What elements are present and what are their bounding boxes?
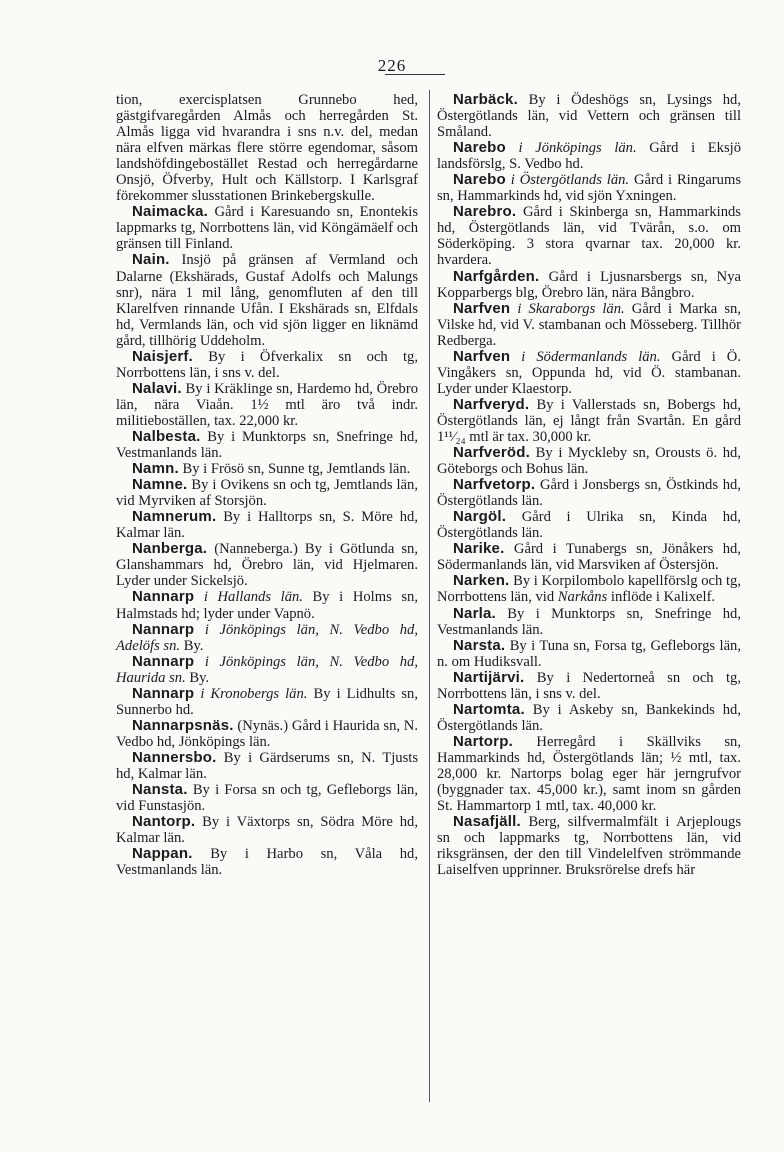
entry-headword: Nappan. — [132, 845, 193, 863]
page-number-rule — [385, 74, 445, 75]
entry-text: By i Myckleby sn, Orousts ö. hd, Göteborgs och Bohus län. — [437, 445, 741, 478]
entry-headword: Nannarpsnäs. — [132, 716, 234, 734]
entry-text: Gård i Eksjö landsförslg, S. Vedbo hd. — [437, 140, 741, 173]
entry-headword: Narfveröd. — [453, 444, 531, 462]
entry-location: i Kronobergs län. — [200, 685, 308, 702]
dictionary-entry — [116, 782, 418, 814]
dictionary-entry — [116, 718, 418, 750]
dictionary-entry — [437, 269, 741, 301]
entry-text: By i Askeby sn, Bankekinds hd, Östergötlands län. — [437, 701, 741, 734]
dictionary-entry — [437, 92, 741, 140]
entry-text: By i Munktorps sn, Snefringe hd, Vestmanlands län. — [116, 428, 418, 462]
dictionary-entry — [437, 670, 741, 702]
entry-text: By i Holms sn, Halmstads hd; lyder under Vapnö. — [116, 589, 418, 622]
entry-text: By i Öfverkalix sn och tg, Norrbottens län, i sns v. del. — [116, 348, 418, 381]
dictionary-entry — [116, 461, 418, 477]
dictionary-entry — [116, 750, 418, 782]
entry-headword: Narfven — [453, 347, 511, 365]
entry-headword: Naisjerf. — [132, 347, 193, 365]
dictionary-entry — [116, 541, 418, 589]
page-number: 226 — [377, 56, 407, 75]
entry-headword: Nannarp — [132, 588, 195, 606]
dictionary-entry — [116, 814, 418, 846]
entry-location: i Hallands län. — [203, 589, 303, 606]
entry-headword: Nalbesta. — [132, 427, 201, 445]
dictionary-entry — [437, 638, 741, 670]
entry-text: Gård i Karesuando sn, Enontekis lappmarks tg, Norrbottens län, vid Köngämäelf och gränsen till Finland. — [116, 204, 419, 253]
dictionary-entry — [437, 541, 741, 573]
entry-text: Gård i Ljusnarsbergs sn, Nya Kopparbergs blg, Örebro län, nära Bångbro. — [437, 268, 741, 301]
entry-headword: Narike. — [453, 540, 505, 558]
entry-text: By i Nedertorneå sn och tg, Norrbottens län, i sns v. del. — [437, 669, 741, 702]
entry-text: By i Forsa sn och tg, Gefleborgs län, vid Funstasjön. — [116, 782, 419, 815]
dictionary-entry — [437, 702, 741, 734]
entry-text-tail: inflöde i Kalixelf. — [610, 589, 716, 606]
entry-text: By i Ovikens sn och tg, Jemtlands län, vid Myrviken af Storsjön. — [116, 477, 418, 510]
entry-headword: Narfveryd. — [453, 395, 530, 413]
dictionary-entry — [437, 140, 741, 172]
entry-text: (Nynäs.) Gård i Haurida sn, N. Vedbo hd, Jönköpings län. — [116, 717, 418, 750]
entry-text: Gård i Skinberga sn, Hammarkinds hd, Östergötlands län, vid Tvärån, s.o. om Söderköping. 3 stora qvarnar tax. 20,000 kr. hvardera. — [437, 204, 741, 269]
entry-text: By i Gärdserums sn, N. Tjusts hd, Kalmar län. — [116, 749, 418, 782]
entry-text: Gård i Marka sn, Vilske hd, vid V. stambanan och Mösseberg. Tillhör Redberga. — [437, 300, 742, 349]
dictionary-entry — [116, 429, 418, 461]
entry-text: By i Växtorps sn, Södra Möre hd, Kalmar län. — [116, 814, 418, 847]
entry-headword: Narfven — [453, 299, 511, 317]
dictionary-entry — [116, 349, 418, 381]
entry-text: By i Frösö sn, Sunne tg, Jemtlands län. — [182, 461, 411, 478]
entry-text: Berg, silfvermalmfält i Arjeplougs sn och lappmarks tg, Norrbottens län, vid riksgränsen, der den till Vindelelfven strömmande Laiselfven upprinner. Bruksrörelse drefs här — [437, 814, 741, 879]
entry-headword: Nargöl. — [453, 508, 507, 526]
entry-headword: Nain. — [132, 251, 170, 269]
entry-headword: Nannarp — [132, 652, 195, 670]
dictionary-entry — [437, 445, 741, 477]
entry-text: By i Kräklinge sn, Hardemo hd, Örebro län, nära Viaån. 1½ mtl äro två indr. militieboställen, tax. 22,000 kr. — [116, 380, 418, 429]
dictionary-entry — [116, 846, 418, 878]
dictionary-entry — [437, 573, 741, 605]
entry-headword: Nansta. — [132, 781, 188, 799]
entry-text: Gård i Ö. Vingåkers sn, Oppunda hd, vid Ö. stambanan. Lyder under Klaestorp. — [437, 348, 741, 397]
column-divider — [429, 90, 430, 1102]
entry-location: i Jönköpings län, N. Vedbo hd, Adelöfs sn. — [116, 621, 418, 654]
dictionary-entry — [116, 654, 418, 686]
dictionary-entry — [116, 204, 418, 252]
entry-location: i Östergötlands län. — [510, 172, 630, 189]
entry-headword: Nannarp — [132, 684, 195, 702]
entry-text: tion, exercisplatsen Grunnebo hed, gästgifvaregården Almås och herregården St. Almås ligga vid hvarandra i sns n.v. del, medan nära elfven märkas flere större egendomar, såsom landshöfdingebostället Restad och herregårdarne Onsjö, Öfverby, Hult och Källstorp. I Karlsgraf förekommer slusstationen Brinkebergskulle. — [116, 92, 418, 205]
entry-headword: Namn. — [132, 460, 179, 478]
dictionary-entry — [116, 622, 418, 654]
entry-text: Gård i Ulrika sn, Kinda hd, Östergötlands län. — [437, 509, 741, 542]
entry-location: i Jönköpings län. — [518, 140, 637, 157]
entry-headword: Nannarp — [132, 620, 195, 638]
entry-text: Insjö på gränsen af Vermland och Dalarne (Ekshärads, Gustaf Adolfs och Malungs snr), nära 1 mil lång, genomfluten af den till Klarelfven rinnande Ufån. I Ekshärads sn, Elfdals hd, Vermlands län, och vid sjön ligger en liknämd gård, tillhörig Uddeholm. — [116, 252, 419, 349]
entry-text: By i Korpilombolo kapellförslg och tg, Norrbottens län, vid — [437, 573, 741, 606]
entry-location: i Jönköpings län, N. Vedbo hd, Haurida sn. — [116, 653, 418, 686]
dictionary-entry — [437, 349, 741, 397]
entry-headword: Namnerum. — [132, 508, 217, 526]
entry-headword: Naimacka. — [132, 203, 209, 221]
dictionary-entry — [437, 301, 741, 349]
dictionary-entry — [437, 814, 741, 878]
entry-location: i Södermanlands län. — [521, 348, 661, 365]
entry-headword: Narla. — [453, 604, 496, 622]
entry-text: By i Lidhults sn, Sunnerbo hd. — [116, 685, 418, 718]
entry-headword: Narsta. — [453, 636, 506, 654]
dictionary-entry — [437, 172, 741, 204]
dictionary-entry — [116, 477, 418, 509]
dictionary-entry — [437, 734, 741, 814]
entry-text: Gård i Ringarums sn, Hammarkinds hd, vid sjön Yxningen. — [437, 172, 741, 205]
entry-text: By i Harbo sn, Våla hd, Vestmanlands län. — [116, 846, 418, 879]
entry-headword: Narfvetorp. — [453, 476, 536, 494]
entry-headword: Nartorp. — [453, 732, 513, 750]
entry-headword: Nantorp. — [132, 813, 196, 831]
continued-entry — [116, 92, 418, 204]
dictionary-entry — [116, 589, 418, 621]
entry-text: By i Ödeshögs sn, Lysings hd, Östergötlands län, vid Vettern och gränsen till Småland. — [437, 92, 741, 141]
entry-text: Gård i Jonsbergs sn, Östkinds hd, Östergötlands län. — [437, 477, 741, 510]
entry-headword: Narken. — [453, 572, 510, 590]
entry-text: Herregård i Skällviks sn, Hammarkinds hd, Östergötlands län; ½ mtl, tax. 28,000 kr. Nartorps bolag eger här jerngrufvor (byggnader tax. 45,000 kr.), samt inom sn gården St. Hammartorp 1 mtl, tax. 40,000 kr. — [437, 733, 741, 815]
entry-headword: Nartijärvi. — [453, 668, 525, 686]
entry-headword: Nannersbo. — [132, 748, 217, 766]
entry-headword: Nanberga. — [132, 540, 208, 558]
dictionary-entry — [437, 477, 741, 509]
entry-text: Gård i Tunabergs sn, Jönåkers hd, Södermanlands län, vid Marsviken af Östersjön. — [437, 541, 741, 574]
entry-headword: Narfgården. — [453, 267, 540, 285]
dictionary-entry — [116, 252, 418, 348]
entry-text: By i Vallerstads sn, Bobergs hd, Östergötlands län, ej långt från Svartån. En gård 1¹¹⁄₂₄ mtl är tax. 30,000 kr. — [437, 396, 741, 445]
dictionary-entry — [116, 381, 418, 429]
entry-headword: Nalavi. — [132, 379, 182, 397]
right-column — [437, 92, 741, 878]
entry-headword: Namne. — [132, 476, 188, 494]
entry-italic-name: Narkåns — [557, 589, 608, 606]
dictionary-entry — [437, 509, 741, 541]
entry-headword: Narbäck. — [453, 91, 518, 108]
entry-text: (Nanneberga.) By i Götlunda sn, Glanshammars hd, Örebro län, vid Hjelmaren. Lyder under Sickelsjö. — [116, 541, 418, 590]
entry-text: By. — [183, 637, 204, 654]
entry-headword: Narebro. — [453, 203, 517, 221]
entry-text: By i Halltorps sn, S. Möre hd, Kalmar län. — [116, 509, 419, 542]
dictionary-entry — [437, 397, 741, 445]
dictionary-entry — [437, 606, 741, 638]
entry-text: By i Tuna sn, Forsa tg, Gefleborgs län, n. om Hudiksvall. — [437, 637, 741, 670]
entry-headword: Narebo — [453, 139, 506, 157]
dictionary-entry — [437, 204, 741, 268]
entry-headword: Narebo — [453, 171, 506, 189]
left-column — [116, 92, 418, 878]
dictionary-entry — [116, 686, 418, 718]
entry-headword: Nartomta. — [453, 700, 525, 718]
entry-headword: Nasafjäll. — [453, 813, 521, 831]
entry-text: By. — [189, 669, 210, 686]
entry-location: i Skaraborgs län. — [517, 300, 625, 317]
entry-text: By i Munktorps sn, Snefringe hd, Vestmanlands län. — [437, 605, 741, 638]
dictionary-entry — [116, 509, 418, 541]
